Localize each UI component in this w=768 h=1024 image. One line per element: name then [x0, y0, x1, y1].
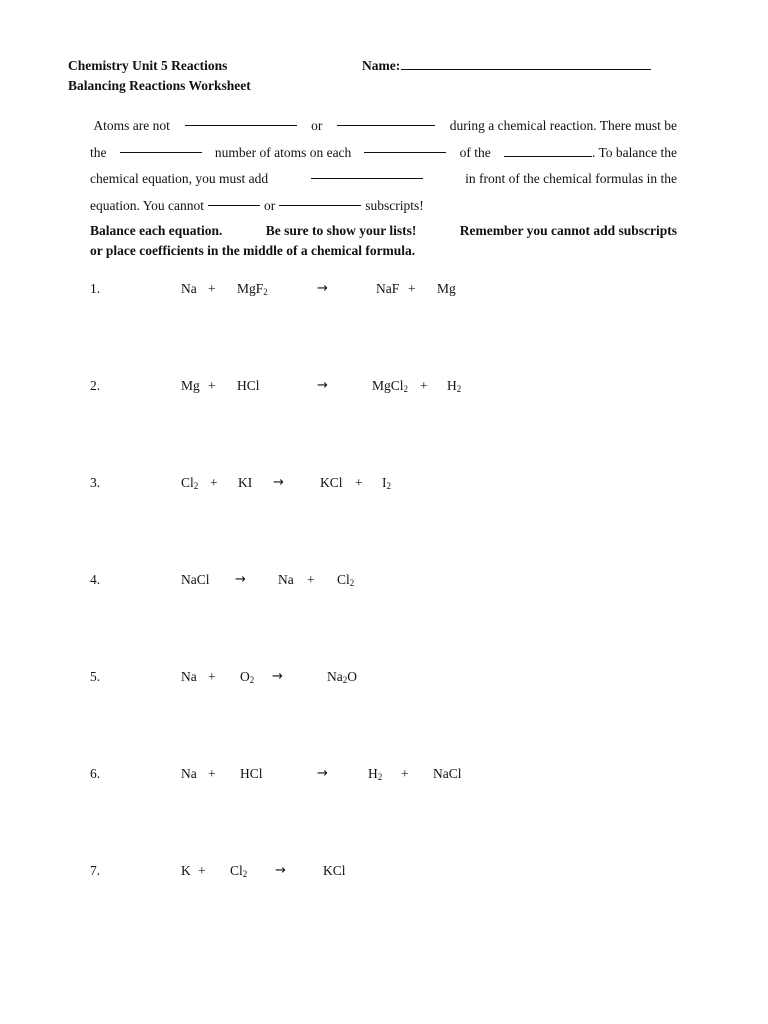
plus-sign: +	[420, 378, 428, 393]
reactant: HCl	[237, 378, 260, 393]
right-arrow-icon: →	[272, 669, 283, 684]
reactant: KI	[238, 475, 253, 490]
product: $Cl_2$	[337, 572, 355, 588]
product: $H_2$	[368, 766, 383, 782]
right-arrow-icon: →	[317, 281, 328, 296]
right-arrow-icon: →	[317, 766, 328, 781]
right-arrow-icon: →	[317, 378, 328, 393]
plus-sign: +	[208, 378, 216, 393]
plus-sign: +	[307, 572, 315, 587]
product: Na	[278, 572, 294, 587]
equation-row	[90, 861, 690, 881]
fill-in-blank[interactable]	[185, 113, 297, 126]
fill-in-blank[interactable]	[364, 140, 446, 153]
worksheet-subtitle: Balancing Reactions Worksheet	[68, 78, 251, 93]
equation-row	[90, 473, 690, 493]
problem-number: 1.	[90, 281, 101, 296]
fill-in-blank[interactable]	[337, 113, 435, 126]
product: NaCl	[433, 766, 462, 781]
intro-line: the number of atoms on each of the . To balance the	[90, 140, 677, 167]
name-label: Name:	[362, 58, 401, 73]
equation-row	[90, 764, 690, 784]
equation-row	[90, 376, 690, 396]
intro-line: chemical equation, you must add in front of the chemical formulas in the	[90, 166, 677, 193]
problem-number: 4.	[90, 572, 101, 587]
plus-sign: +	[208, 281, 216, 296]
reactant: Na	[181, 669, 197, 684]
fill-in-blank[interactable]	[120, 140, 202, 153]
equation-row	[90, 570, 690, 590]
plus-sign: +	[355, 475, 363, 490]
reactant: HCl	[240, 766, 263, 781]
problem-number: 3.	[90, 475, 101, 490]
reactant: K	[181, 863, 191, 878]
fill-in-blank[interactable]	[208, 193, 260, 206]
reactant: Na	[181, 766, 197, 781]
reactant: MgF$_2$	[237, 281, 268, 297]
reactant: $Cl_2$	[181, 475, 199, 491]
product: $H_2$	[447, 378, 462, 394]
plus-sign: +	[210, 475, 218, 490]
problem-number: 6.	[90, 766, 101, 781]
reactant: Na	[181, 281, 197, 296]
fill-in-blank[interactable]	[311, 166, 423, 179]
product: MgCl$_2$	[372, 378, 409, 394]
instructions: Balance each equation. Be sure to show your lists! Remember you cannot add subscripts or place coefficients in the middle of a chemical formula.	[90, 223, 677, 258]
problem-number: 2.	[90, 378, 101, 393]
plus-sign: +	[401, 766, 409, 781]
fill-in-blank[interactable]	[279, 193, 361, 206]
fill-in-blank[interactable]	[504, 144, 592, 157]
name-field[interactable]	[362, 56, 651, 76]
plus-sign: +	[208, 766, 216, 781]
plus-sign: +	[408, 281, 416, 296]
intro-line: equation. You cannot or subscripts!	[90, 193, 677, 220]
right-arrow-icon: →	[273, 475, 284, 490]
product: Mg	[437, 281, 456, 296]
right-arrow-icon: →	[235, 572, 246, 587]
product: $I_2$	[382, 475, 391, 491]
plus-sign: +	[198, 863, 206, 878]
reactant: NaCl	[181, 572, 210, 587]
intro-paragraph	[90, 113, 677, 219]
problem-number: 7.	[90, 863, 101, 878]
product: KCl	[320, 475, 343, 490]
name-blank-line[interactable]	[401, 56, 651, 70]
equation-row	[90, 667, 690, 687]
product: $Na_2O$	[327, 669, 357, 685]
worksheet-title: Chemistry Unit 5 Reactions	[68, 58, 228, 73]
intro-line: Atoms are not or during a chemical reaction. There must be	[90, 113, 677, 140]
reactant: Mg	[181, 378, 200, 393]
product: KCl	[323, 863, 346, 878]
worksheet-header	[68, 56, 251, 96]
equation-row	[90, 279, 690, 299]
problem-number: 5.	[90, 669, 101, 684]
reactant: $O_2$	[240, 669, 255, 685]
plus-sign: +	[208, 669, 216, 684]
reactant: $Cl_2$	[230, 863, 248, 879]
right-arrow-icon: →	[275, 863, 286, 878]
product: NaF	[376, 281, 400, 296]
